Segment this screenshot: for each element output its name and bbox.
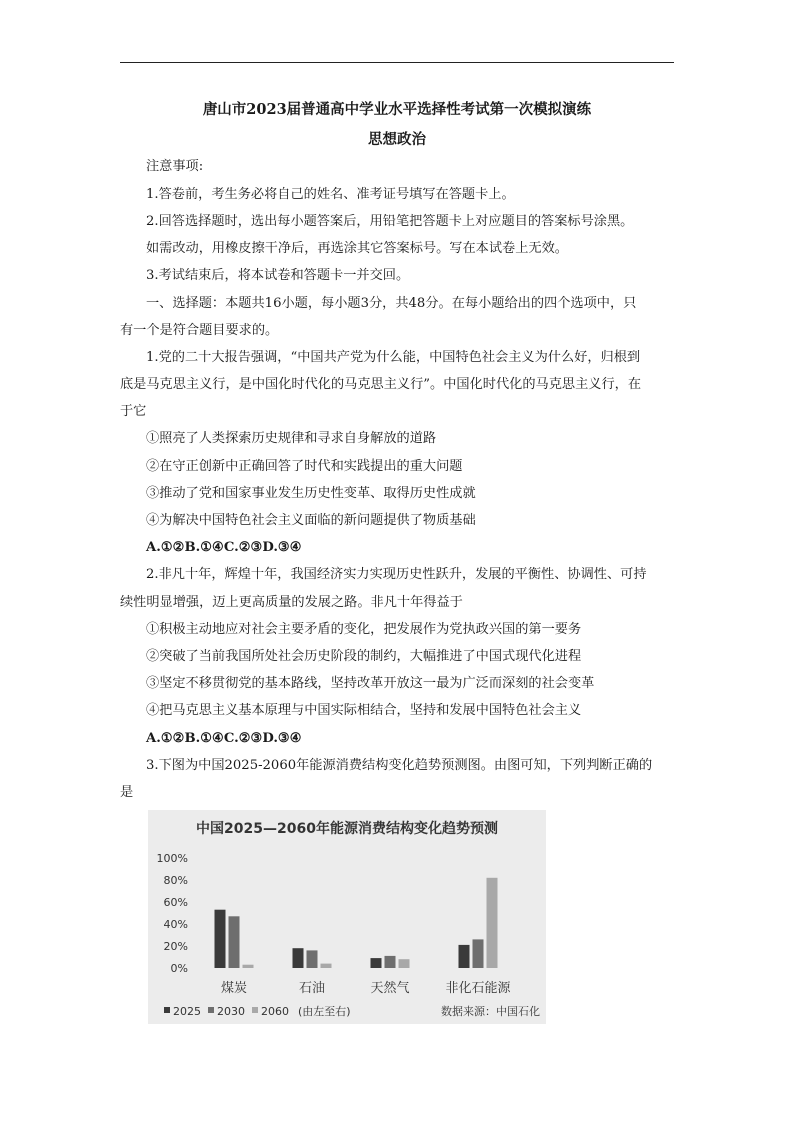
q3-stem: 3.下图为中国2025-2060年能源消费结构变化趋势预测图。由图可知，下列判断正确的: [146, 758, 653, 773]
chart-legend: [164, 1005, 289, 1018]
q1-stem: 1.党的二十大报告强调，“中国共产党为什么能，中国特色社会主义为什么好，归根到: [146, 350, 641, 365]
category-label: 非化石能源: [445, 981, 511, 996]
q1-stem: 于它: [120, 404, 147, 419]
y-tick-label: 40%: [163, 918, 188, 931]
chart-title: 中国2025—2060年能源消费结构变化趋势预测: [196, 821, 498, 837]
legend-label: 2025: [173, 1005, 201, 1018]
y-tick-label: 100%: [156, 852, 188, 865]
q1-option: ②在守正创新中正确回答了时代和实践提出的重大问题: [146, 459, 463, 474]
q1-option: ④为解决中国特色社会主义面临的新问题提供了物质基础: [146, 513, 476, 528]
legend-swatch: [164, 1007, 170, 1013]
exam-title: 唐山市2023届普通高中学业水平选择性考试第一次模拟演练: [202, 101, 592, 118]
legend-swatch: [252, 1007, 258, 1013]
section-heading-cont: 有一个是符合题目要求的。: [120, 323, 279, 338]
bar-2025: [293, 948, 304, 968]
category-label: 煤炭: [220, 981, 248, 996]
y-tick-label: 0%: [170, 962, 188, 975]
bar-group: [215, 878, 498, 968]
bar-2030: [385, 956, 396, 968]
bar-2030: [229, 916, 240, 968]
bar-2030: [307, 950, 318, 968]
exam-subject: 思想政治: [368, 131, 426, 148]
q3-stem: 是: [120, 785, 134, 800]
legend-label: 2060: [261, 1005, 289, 1018]
y-axis-ticks: [157, 852, 188, 975]
category-label: 天然气: [370, 981, 410, 996]
bar-2025: [215, 910, 226, 968]
notes-heading: 注意事项:: [146, 159, 204, 174]
bar-2030: [473, 939, 484, 968]
q2-stem: 2.非凡十年，辉煌十年，我国经济实力实现历史性跃升，发展的平衡性、协调性、可持: [146, 567, 647, 582]
chart-source: 数据来源：中国石化: [441, 1005, 540, 1018]
category-label: 石油: [298, 981, 326, 996]
y-tick-label: 80%: [163, 874, 188, 887]
note-item: 如需改动，用橡皮擦干净后，再选涂其它答案标号。写在本试卷上无效。: [146, 241, 568, 256]
energy-chart: [148, 810, 546, 1024]
header-rule: [120, 62, 674, 63]
bar-2060: [487, 878, 498, 968]
category-labels: [221, 980, 512, 996]
q2-answers: A.①②B.①④C.②③D.③④: [146, 731, 302, 746]
q2-option: ②突破了当前我国所处社会历史阶段的制约，大幅推进了中国式现代化进程: [146, 649, 582, 664]
bar-2025: [371, 958, 382, 968]
energy-chart-svg: [148, 810, 546, 1024]
bar-2025: [459, 945, 470, 968]
y-tick-label: 60%: [163, 896, 188, 909]
q1-option: ③推动了党和国家事业发生历史性变革、取得历史性成就: [146, 486, 476, 501]
q2-option: ③坚定不移贯彻党的基本路线，坚持改革开放这一最为广泛而深刻的社会变革: [146, 676, 595, 691]
q1-answers: A.①②B.①④C.②③D.③④: [146, 540, 302, 555]
q2-stem: 续性明显增强，迈上更高质量的发展之路。非凡十年得益于: [120, 595, 463, 610]
note-item: 3.考试结束后，将本试卷和答题卡一并交回。: [146, 268, 410, 283]
q1-option: ①照亮了人类探索历史规律和寻求自身解放的道路: [146, 431, 437, 446]
section-heading: 一、选择题：本题共16小题，每小题3分，共48分。在每小题给出的四个选项中，只: [146, 296, 637, 311]
bar-2060: [321, 964, 332, 968]
legend-note: (由左至右): [298, 1005, 351, 1018]
note-item: 2.回答选择题时，选出每小题答案后，用铅笔把答题卡上对应题目的答案标号涂黑。: [146, 214, 634, 229]
y-tick-label: 20%: [163, 940, 188, 953]
bar-2060: [243, 965, 254, 968]
q2-option: ①积极主动地应对社会主要矛盾的变化，把发展作为党执政兴国的第一要务: [146, 622, 582, 637]
q1-stem: 底是马克思主义行，是中国化时代化的马克思主义行”。中国化时代化的马克思主义行，在: [120, 377, 642, 392]
q2-option: ④把马克思主义基本原理与中国实际相结合，坚持和发展中国特色社会主义: [146, 703, 582, 718]
legend-label: 2030: [217, 1005, 245, 1018]
legend-swatch: [208, 1007, 214, 1013]
bar-2060: [399, 959, 410, 968]
note-item: 1.答卷前，考生务必将自己的姓名、准考证号填写在答题卡上。: [146, 187, 515, 202]
